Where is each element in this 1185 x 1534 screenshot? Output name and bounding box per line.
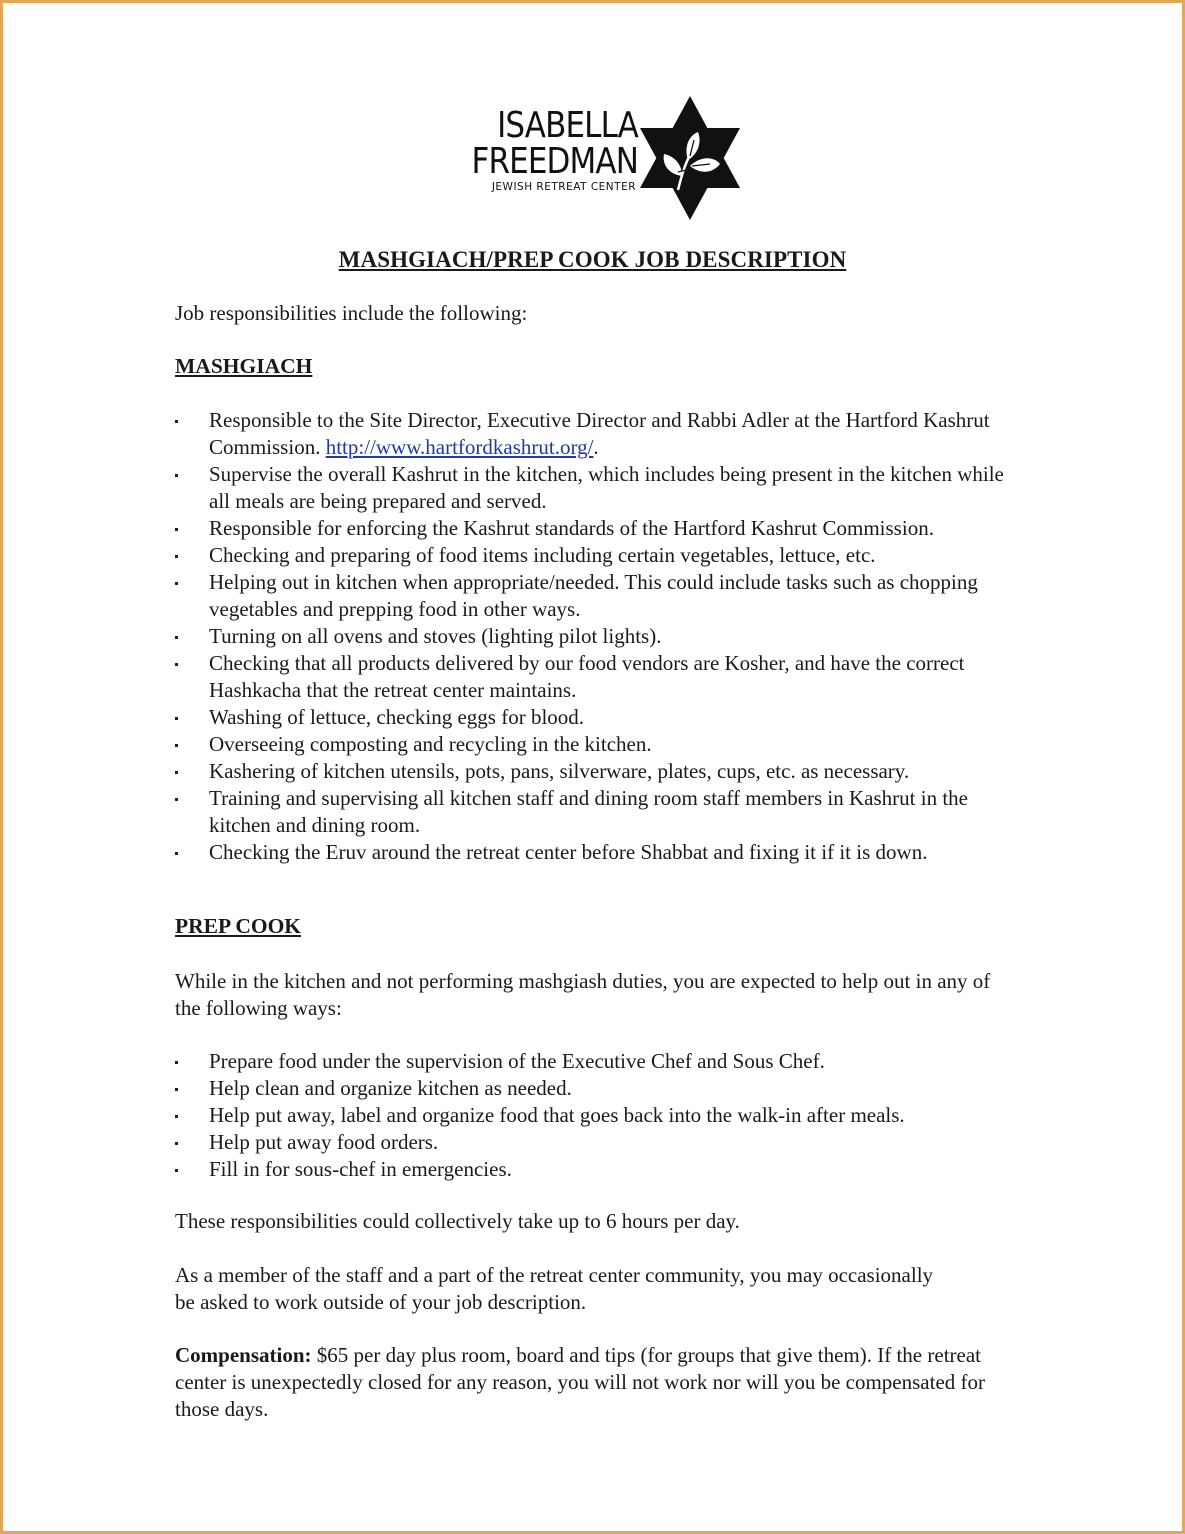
list-item: Supervise the overall Kashrut in the kitchen, which includes being present in the kitchen while all meals are being prepared and served. <box>175 461 1015 515</box>
prep-cook-intro: While in the kitchen and not performing mashgiash duties, you are expected to help out in any of the following ways: <box>175 969 991 1020</box>
compensation-detail: $65 per day plus room, board and tips (for groups that give them). If the retreat center is unexpectedly closed for any reason, you will not work nor will you be compensated for those days. <box>175 1343 986 1421</box>
mashgiach-heading: MASHGIACH <box>175 354 313 378</box>
logo-line-2: FREEDMAN <box>471 141 638 182</box>
list-item: Turning on all ovens and stoves (lighting pilot lights). <box>175 623 1015 650</box>
prep-cook-heading: PREP COOK <box>175 914 302 938</box>
list-item-tail: . <box>593 435 599 459</box>
logo-line-3: JEWISH RETREAT CENTER <box>491 181 636 193</box>
hartford-kashrut-link[interactable]: http://www.hartfordkashrut.org/ <box>325 435 594 459</box>
prep-cook-list <box>175 1048 1015 1183</box>
list-item-text: Responsible to the Site Director, Executive Director and Rabbi Adler at the Hartford Kashrut Commission. <box>209 408 990 459</box>
page-title: MASHGIACH/PREP COOK JOB DESCRIPTION <box>338 247 847 272</box>
list-item: Responsible for enforcing the Kashrut standards of the Hartford Kashrut Commission. <box>175 515 1015 542</box>
mashgiach-list <box>175 407 1015 866</box>
list-item: Checking the Eruv around the retreat center before Shabbat and fixing it if it is down. <box>175 839 1015 866</box>
logo-line-1: ISABELLA <box>497 105 638 146</box>
list-item: Help put away food orders. <box>175 1129 1015 1156</box>
compensation-text <box>175 1342 1015 1423</box>
intro-text: Job responsibilities include the following: <box>175 301 528 325</box>
hours-text: These responsibilities could collectively take up to 6 hours per day. <box>175 1209 740 1233</box>
list-item: Fill in for sous-chef in emergencies. <box>175 1156 1015 1183</box>
list-item: Training and supervising all kitchen staff and dining room staff members in Kashrut in the kitchen and dining room. <box>175 785 1015 839</box>
compensation-label: Compensation: <box>175 1343 312 1367</box>
logo-wordmark <box>438 105 638 194</box>
star-of-david-leaf-icon <box>634 94 746 222</box>
logo <box>438 92 748 224</box>
list-item: Checking and preparing of food items including certain vegetables, lettuce, etc. <box>175 542 1015 569</box>
member-text: As a member of the staff and a part of the retreat center community, you may occasionally be asked to work outside of your job description. <box>175 1263 934 1314</box>
list-item <box>175 407 1015 461</box>
list-item: Overseeing composting and recycling in the kitchen. <box>175 731 1015 758</box>
list-item: Checking that all products delivered by our food vendors are Kosher, and have the correct Hashkacha that the retreat center maintains. <box>175 650 1015 704</box>
list-item: Help clean and organize kitchen as needed. <box>175 1075 1015 1102</box>
list-item: Kashering of kitchen utensils, pots, pans, silverware, plates, cups, etc. as necessary. <box>175 758 1015 785</box>
list-item: Helping out in kitchen when appropriate/needed. This could include tasks such as chopping vegetables and prepping food in other ways. <box>175 569 1015 623</box>
list-item: Washing of lettuce, checking eggs for blood. <box>175 704 1015 731</box>
list-item: Help put away, label and organize food that goes back into the walk-in after meals. <box>175 1102 1015 1129</box>
list-item: Prepare food under the supervision of the Executive Chef and Sous Chef. <box>175 1048 1015 1075</box>
